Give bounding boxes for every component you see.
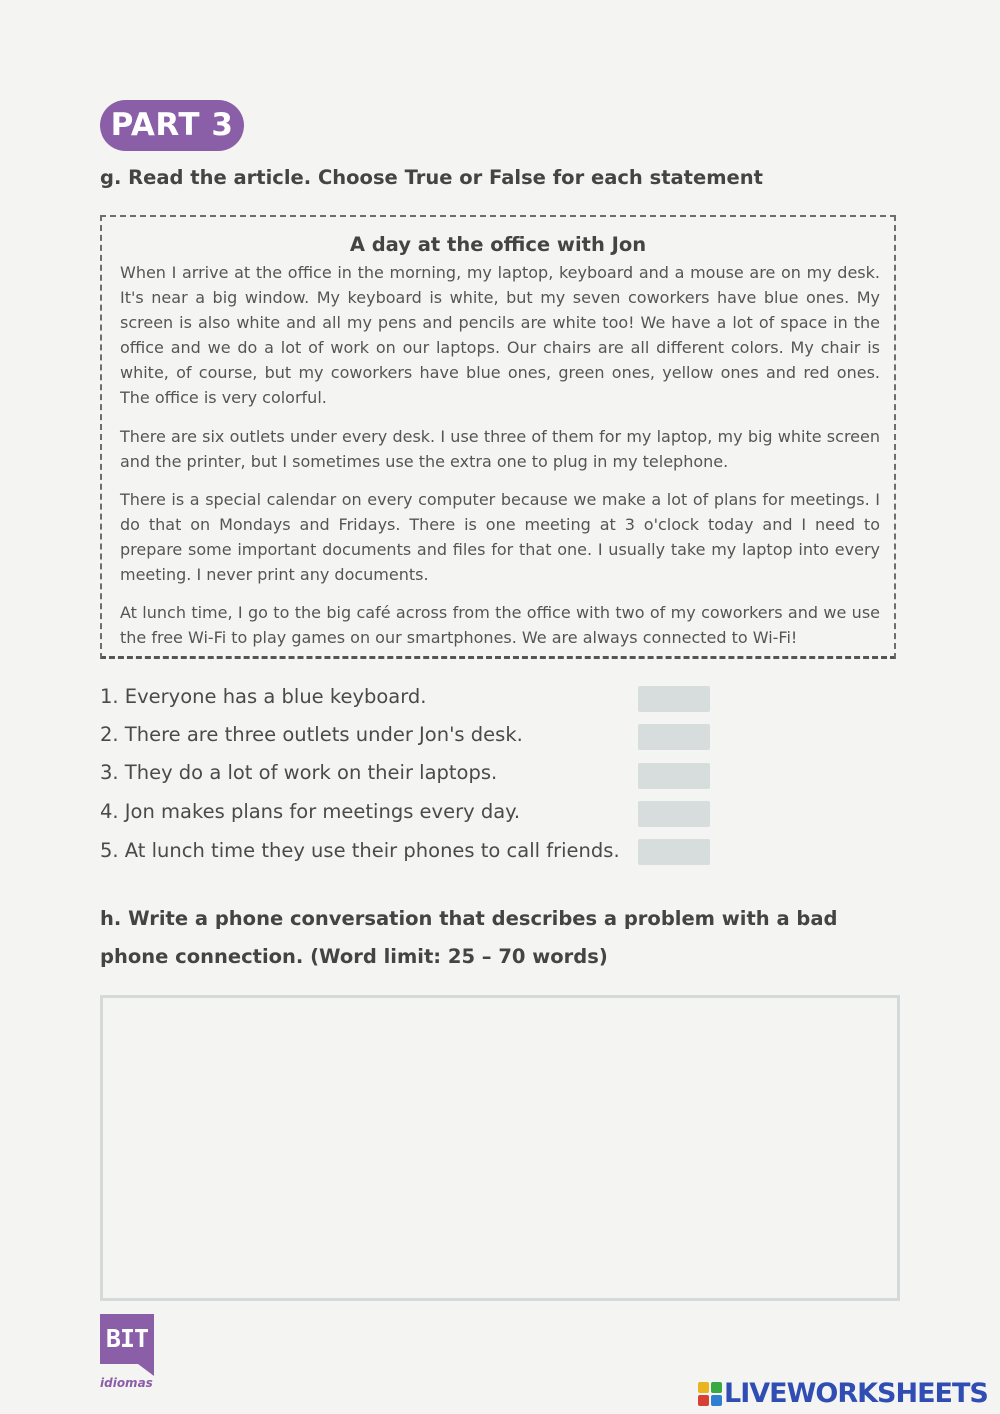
bit-logo-subtitle: idiomas: [100, 1376, 153, 1390]
statement-2: 2. There are three outlets under Jon's desk.: [100, 723, 523, 746]
bit-idiomas-logo: [100, 1314, 156, 1392]
answer-field-1[interactable]: [638, 686, 710, 712]
liveworksheets-brand: [698, 1376, 994, 1410]
statement-4: 4. Jon makes plans for meetings every day.: [100, 800, 521, 823]
article-paragraph: There is a special calendar on every computer because we make a lot of plans for meetings. I do that on Mondays and Fridays. There is one meeting at 3 o'clock today and I need to prepare some important documents and files for that one. I usually take my laptop into every meeting. I never print any documents.: [120, 490, 880, 584]
part-badge: PART 3: [100, 100, 244, 151]
article-paragraph: At lunch time, I go to the big café across from the office with two of my coworkers and we use the free Wi-Fi to play games on our smartphones. We are always connected to Wi-Fi!: [120, 603, 880, 647]
answer-field-4[interactable]: [638, 801, 710, 827]
article-paragraph: There are six outlets under every desk. I use three of them for my laptop, my big white screen and the printer, but I sometimes use the extra one to plug in my telephone.: [120, 427, 880, 471]
answer-field-3[interactable]: [638, 763, 710, 789]
speech-bubble-tail-icon: [138, 1364, 154, 1376]
article-box: [100, 215, 896, 659]
section-h-instruction: h. Write a phone conversation that describes a problem with a bad phone connection. (Word limit: 25 – 70 words): [100, 907, 838, 968]
article-title: A day at the office with Jon: [349, 233, 647, 256]
bit-logo-mark: BIT: [100, 1314, 154, 1364]
article-paragraph: When I arrive at the office in the morning, my laptop, keyboard and a mouse are on my desk. It's near a big window. My keyboard is white, but my seven coworkers have blue ones. My screen is also white and all my pens and pencils are white too! We have a lot of space in the office and we do a lot of work on our laptops. Our chairs are all different colors. My chair is white, of course, but my coworkers have blue ones, green ones, yellow ones and red ones. The office is very colorful.: [120, 263, 880, 407]
section-g-instruction: g. Read the article. Choose True or False for each statement: [100, 166, 763, 189]
liveworksheets-grid-icon: [698, 1382, 722, 1406]
answer-field-5[interactable]: [638, 839, 710, 865]
statement-1: 1. Everyone has a blue keyboard.: [100, 685, 427, 708]
answer-field-2[interactable]: [638, 724, 710, 750]
liveworksheets-wordmark: LIVEWORKSHEETS: [724, 1378, 988, 1409]
conversation-text-area[interactable]: [100, 995, 900, 1301]
statement-3: 3. They do a lot of work on their laptops.: [100, 761, 498, 784]
statement-5: 5. At lunch time they use their phones to call friends.: [100, 839, 620, 862]
